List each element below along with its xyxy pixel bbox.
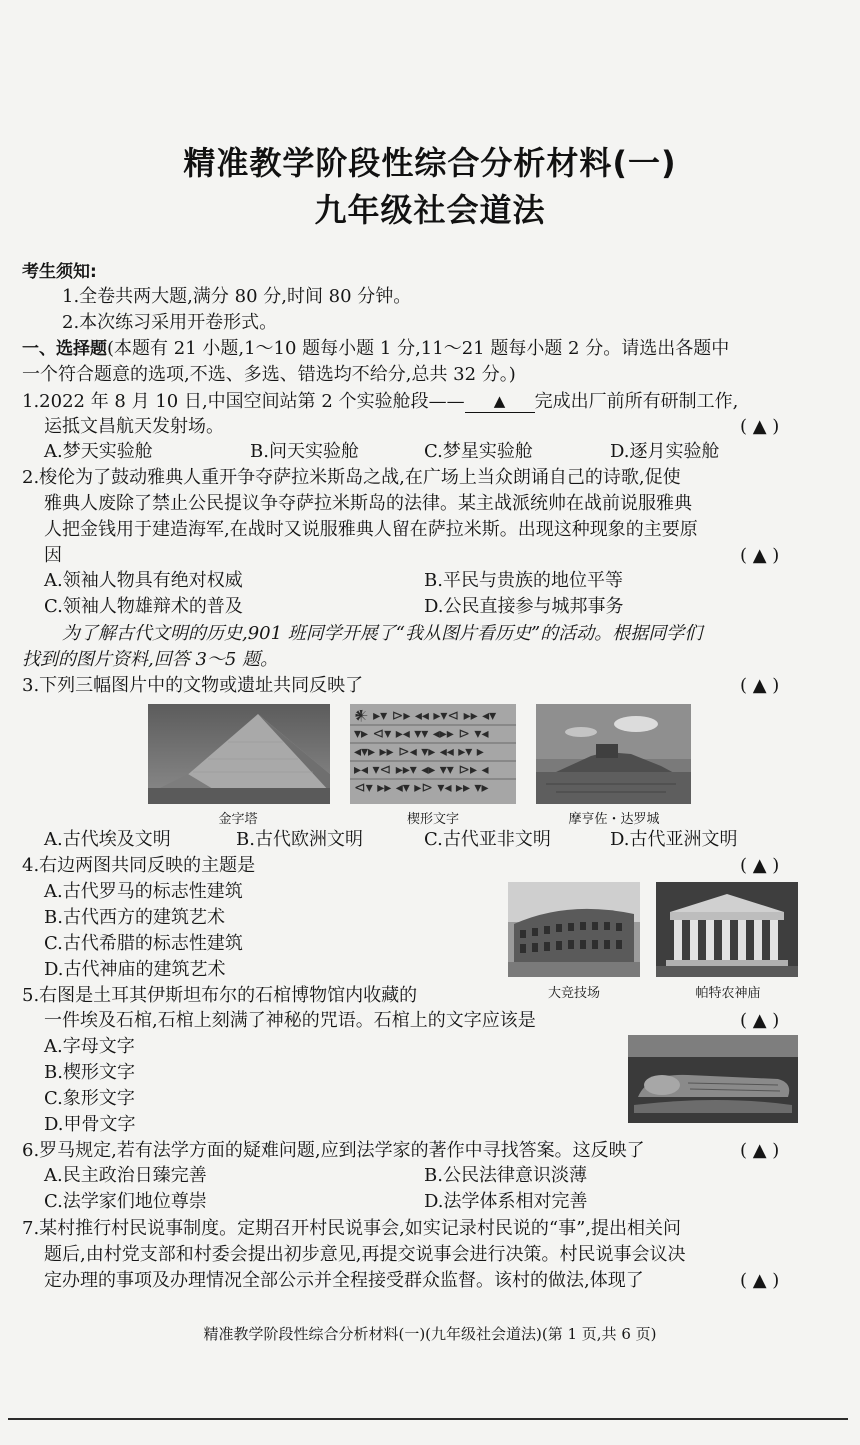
q6-option-b[interactable]: B.公民法律意识淡薄 <box>424 1165 587 1186</box>
parthenon-image <box>656 882 798 977</box>
page-footer: 精准教学阶段性综合分析材料(一)(九年级社会道法)(第 1 页,共 6 页) <box>203 1325 657 1343</box>
question-2-line-1: 2.梭伦为了鼓动雅典人重开争夺萨拉米斯岛之战,在广场上当众朗诵自己的诗歌,促使 <box>22 467 681 488</box>
question-7-line-2: 题后,由村党支部和村委会提出初步意见,再提交说事会进行决策。村民说事会议决 <box>44 1244 686 1265</box>
section-instructions-text: (本题有 21 小题,1～10 题每小题 1 分,11～21 题每小题 2 分。请选出各题中 <box>107 338 730 359</box>
q6-option-d[interactable]: D.法学体系相对完善 <box>424 1191 588 1212</box>
q6-option-a[interactable]: A.民主政治日臻完善 <box>44 1165 207 1186</box>
caption-cuneiform: 楔形文字 <box>406 812 459 827</box>
question-1-text-b: 完成出厂前所有研制工作, <box>534 391 739 412</box>
answer-bracket-q7[interactable]: ( ▲ ) <box>740 1270 780 1291</box>
sarcophagus-image <box>628 1035 798 1123</box>
bottom-border <box>8 1418 848 1420</box>
caption-mohenjo-daro: 摩亨佐・达罗城 <box>568 812 660 827</box>
svg-text:⊲▾ ▸▸ ◂▾ ▸⊳ ▾◂ ▸▸ ▾▸: ⊲▾ ▸▸ ◂▾ ▸⊳ ▾◂ ▸▸ ▾▸ <box>354 780 489 796</box>
q4-option-a[interactable]: A.古代罗马的标志性建筑 <box>44 881 243 902</box>
svg-text:𒀭 ▸▾ ⊳▸ ◂◂ ▸▾⊲ ▸▸ ◂▾: 𒀭 ▸▾ ⊳▸ ◂◂ ▸▾⊲ ▸▸ ◂▾ <box>354 708 497 724</box>
page-title: 精准教学阶段性综合分析材料(一) <box>183 144 677 182</box>
question-3-stem: 3.下列三幅图片中的文物或遗址共同反映了 <box>22 675 364 696</box>
caption-parthenon: 帕特农神庙 <box>695 986 761 1001</box>
caption-pyramid: 金字塔 <box>218 812 258 827</box>
intro-line-2: 找到的图片资料,回答 3～5 题。 <box>22 649 279 670</box>
question-2-line-2: 雅典人废除了禁止公民提议争夺萨拉米斯岛的法律。某主战派统帅在战前说服雅典 <box>44 493 692 514</box>
answer-blank[interactable] <box>465 390 535 413</box>
notice-heading: 考生须知: <box>22 262 97 282</box>
question-1-text-a: 1.2022 年 8 月 10 日,中国空间站第 2 个实验舱段—— <box>22 391 465 412</box>
q4-option-c[interactable]: C.古代希腊的标志性建筑 <box>44 933 243 954</box>
section-instructions-line-1 <box>22 337 729 361</box>
q1-option-b[interactable]: B.问天实验舱 <box>250 441 359 462</box>
q2-option-b[interactable]: B.平民与贵族的地位平等 <box>424 570 623 591</box>
q1-option-a[interactable]: A.梦天实验舱 <box>44 441 153 462</box>
q2-option-c[interactable]: C.领袖人物雄辩术的普及 <box>44 596 243 617</box>
question-7-line-1: 7.某村推行村民说事制度。定期召开村民说事会,如实记录村民说的“事”,提出相关问 <box>22 1218 682 1239</box>
question-4-stem: 4.右边两图共同反映的主题是 <box>22 855 256 876</box>
q3-option-b[interactable]: B.古代欧洲文明 <box>236 829 363 850</box>
intro-line-1: 为了解古代文明的历史,901 班同学开展了“我从图片看历史”的活动。根据同学们 <box>62 623 703 644</box>
question-1-line-2: 运抵文昌航天发射场。 <box>44 416 224 437</box>
question-5-line-1: 5.右图是土耳其伊斯坦布尔的石棺博物馆内收藏的 <box>22 985 418 1006</box>
answer-bracket-q3[interactable]: ( ▲ ) <box>740 675 780 696</box>
q4-option-d[interactable]: D.古代神庙的建筑艺术 <box>44 959 226 980</box>
q4-option-b[interactable]: B.古代西方的建筑艺术 <box>44 907 225 928</box>
question-7-line-3: 定办理的事项及办理情况全部公示并全程接受群众监督。该村的做法,体现了 <box>44 1270 644 1291</box>
q5-option-b[interactable]: B.楔形文字 <box>44 1062 135 1083</box>
section-heading: 一、选择题 <box>22 339 107 359</box>
q3-option-c[interactable]: C.古代亚非文明 <box>424 829 551 850</box>
answer-bracket-q6[interactable]: ( ▲ ) <box>740 1140 780 1161</box>
page-subtitle: 九年级社会道法 <box>314 191 546 229</box>
q6-option-c[interactable]: C.法学家们地位尊崇 <box>44 1191 207 1212</box>
question-1-line-1 <box>22 390 738 414</box>
svg-text:▾▸ ⊲▾ ▸◂ ▾▾ ◂▸▸ ⊳ ▾◂: ▾▸ ⊲▾ ▸◂ ▾▾ ◂▸▸ ⊳ ▾◂ <box>354 726 489 742</box>
q1-option-c[interactable]: C.梦星实验舱 <box>424 441 533 462</box>
question-6-stem: 6.罗马规定,若有法学方面的疑难问题,应到法学家的著作中寻找答案。这反映了 <box>22 1140 645 1161</box>
q5-option-d[interactable]: D.甲骨文字 <box>44 1114 136 1135</box>
q3-option-a[interactable]: A.古代埃及文明 <box>44 829 171 850</box>
section-instructions-line-2: 一个符合题意的选项,不选、多选、错选均不给分,总共 32 分。) <box>22 364 516 385</box>
colosseum-image <box>508 882 640 977</box>
answer-bracket-q5[interactable]: ( ▲ ) <box>740 1010 780 1031</box>
cuneiform-tablet-image <box>350 704 516 804</box>
mohenjo-daro-image <box>536 704 691 804</box>
question-2-line-3: 人把金钱用于建造海军,在战时又说服雅典人留在萨拉米斯。出现这种现象的主要原 <box>44 519 698 540</box>
notice-item-2: 2.本次练习采用开卷形式。 <box>62 312 278 333</box>
q2-option-a[interactable]: A.领袖人物具有绝对权威 <box>44 570 243 591</box>
q5-option-a[interactable]: A.字母文字 <box>44 1036 135 1057</box>
answer-triangle: ▲ <box>493 392 506 410</box>
caption-colosseum: 大竞技场 <box>547 986 600 1001</box>
question-2-line-4: 因 <box>44 545 62 566</box>
q5-option-c[interactable]: C.象形文字 <box>44 1088 135 1109</box>
question-5-line-2: 一件埃及石棺,石棺上刻满了神秘的咒语。石棺上的文字应该是 <box>44 1010 536 1031</box>
notice-item-1: 1.全卷共两大题,满分 80 分,时间 80 分钟。 <box>62 286 412 307</box>
answer-bracket-q1[interactable]: ( ▲ ) <box>740 416 780 437</box>
q2-option-d[interactable]: D.公民直接参与城邦事务 <box>424 596 624 617</box>
svg-text:◂▾▸ ▸▸ ⊳◂ ▾▸ ◂◂ ▸▾ ▸: ◂▾▸ ▸▸ ⊳◂ ▾▸ ◂◂ ▸▾ ▸ <box>354 744 484 760</box>
answer-bracket-q4[interactable]: ( ▲ ) <box>740 855 780 876</box>
q1-option-d[interactable]: D.逐月实验舱 <box>610 441 720 462</box>
pyramid-image <box>148 704 330 804</box>
answer-bracket-q2[interactable]: ( ▲ ) <box>740 545 780 566</box>
svg-text:▸◂ ▾⊲ ▸▸▾ ◂▸ ▾▾ ⊳▸ ◂: ▸◂ ▾⊲ ▸▸▾ ◂▸ ▾▾ ⊳▸ ◂ <box>354 762 489 778</box>
q3-option-d[interactable]: D.古代亚洲文明 <box>610 829 738 850</box>
